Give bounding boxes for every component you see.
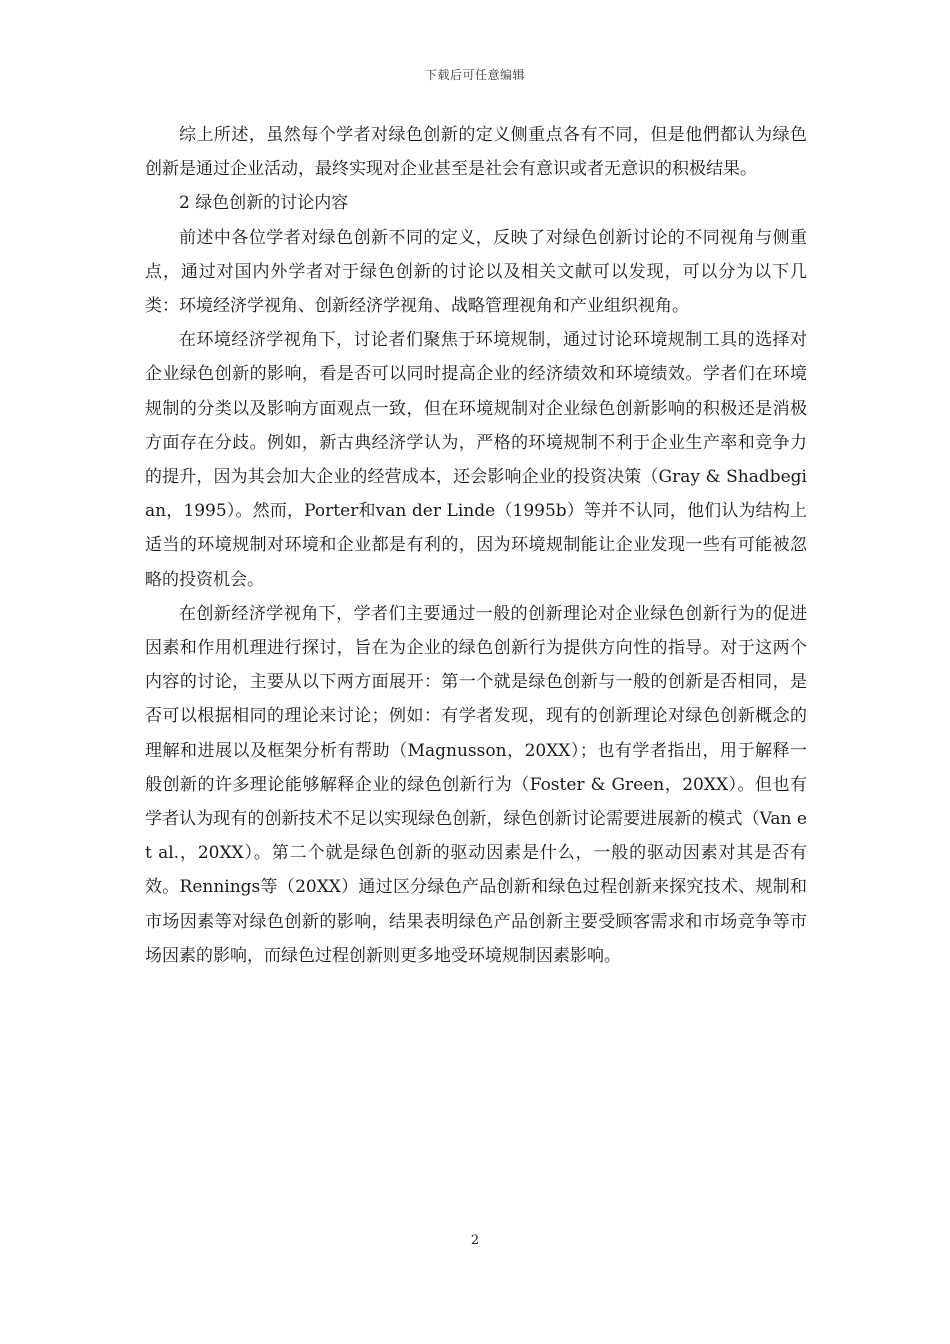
paragraph-perspectives: 前述中各位学者对绿色创新不同的定义，反映了对绿色创新讨论的不同视角与侧重点，通过对国内外学者对于绿色创新的讨论以及相关文献可以发现，可以分为以下几类：环境经济学视角、创新经济学视角、战略管理视角和产业组织视角。 (145, 227, 807, 317)
page-number: 2 (470, 1233, 480, 1248)
paragraph-summary: 综上所述，虽然每个学者对绿色创新的定义侧重点各有不同，但是他們都认为绿色创新是通过企业活动，最终实现对企业甚至是社会有意识或者无意识的积极结果。 (145, 125, 807, 180)
document-body (145, 118, 807, 973)
section-heading: 2 绿色创新的讨论内容 (179, 193, 349, 214)
paragraph-environmental-economics: 在环境经济学视角下，讨论者们聚焦于环境规制，通过讨论环境规制工具的选择对企业绿色创新的影响，看是否可以同时提高企业的经济绩效和环境绩效。学者们在环境规制的分类以及影响方面观点一致，但在环境规制对企业绿色创新影响的积极还是消极方面存在分歧。例如，新古典经济学认为，严格的环境规制不利于企业生产率和竞争力的提升，因为其会加大企业的经营成本，还会影响企业的投资决策（Gray & Shadbegian，1995）。然而，Porter和van der Linde（1995b）等并不认同，他们认为结构上适当的环境规制对环境和企业都是有利的，因为环境规制能让企业发现一些有可能被忽略的投资机会。 (145, 330, 807, 590)
page-header: 下载后可任意编辑 (424, 68, 525, 82)
paragraph-innovation-economics: 在创新经济学视角下，学者们主要通过一般的创新理论对企业绿色创新行为的促进因素和作用机理进行探讨，旨在为企业的绿色创新行为提供方向性的指导。对于这两个内容的讨论，主要从以下两方面展开：第一个就是绿色创新与一般的创新是否相同，是否可以根据相同的理论来讨论；例如：有学者发现，现有的创新理论对绿色创新概念的理解和进展以及框架分析有帮助（Magnusson，20XX）；也有学者指出，用于解释一般创新的许多理论能够解释企业的绿色创新行为（Foster & Green，20XX）。但也有学者认为现有的创新技术不足以实现绿色创新，绿色创新讨论需要进展新的模式（Van et al.，20XX）。第二个就是绿色创新的驱动因素是什么，一般的驱动因素对其是否有效。Rennings等（20XX）通过区分绿色产品创新和绿色过程创新来探究技术、规制和市场因素等对绿色创新的影响，结果表明绿色产品创新主要受顾客需求和市场竞争等市场因素的影响，而绿色过程创新则更多地受环境规制因素影响。 (145, 603, 807, 966)
